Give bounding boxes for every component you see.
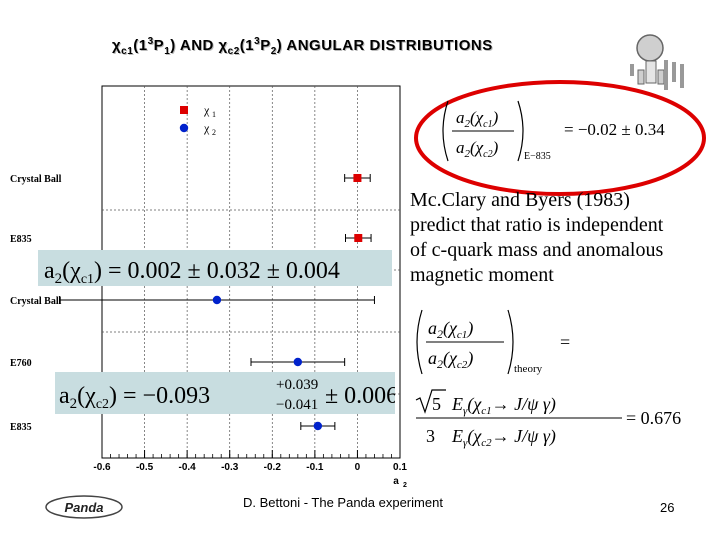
svg-text:= −0.02 ± 0.34: = −0.02 ± 0.34 <box>564 120 665 139</box>
row-label: E835 <box>10 234 32 245</box>
svg-text:Eγ(χc2→ J/ψ γ): $E_\gamma(\chi_{c2}\to J/\psi$ γ) <box>452 426 556 449</box>
x-tick-label: 0.1 <box>393 462 407 473</box>
prediction-text <box>410 188 720 288</box>
prediction-line: of c-quark mass and anomalous <box>410 239 664 261</box>
page-number: 26 <box>660 500 675 515</box>
svg-text:5: 5 <box>432 394 441 414</box>
data-point-circle <box>213 296 221 304</box>
svg-text:= 0.676: = 0.676 <box>626 408 682 428</box>
row-label: Crystal Ball <box>10 174 62 185</box>
x-tick-label: 0 <box>354 462 361 473</box>
svg-text:a2(χc2) = −0.093: $a_2(\chi_{c2}) = -0.093$ <box>59 383 211 412</box>
footer-text: D. Bettoni - The Panda experiment <box>243 495 443 510</box>
x-tick-label: -0.3 <box>221 462 239 473</box>
legend-marker-square <box>180 106 188 114</box>
legend-label: χ <box>204 103 210 117</box>
theory-ratio-formula <box>410 306 715 456</box>
theory-ratio-svg <box>410 306 715 456</box>
x-tick-label: -0.4 <box>178 462 196 473</box>
data-point-circle <box>314 422 322 430</box>
legend-label-sub: 1 <box>212 110 216 119</box>
data-point-square <box>354 234 362 242</box>
svg-text:E−835: E−835 <box>524 151 551 162</box>
svg-text:Panda: Panda <box>64 500 104 515</box>
legend-marker-circle <box>180 124 188 132</box>
row-label: Crystal Ball <box>10 296 62 307</box>
chart-svg <box>0 80 412 500</box>
x-axis-label-sub: 2 <box>403 482 407 489</box>
prediction-line: magnetic moment <box>410 264 554 286</box>
legend-label-sub: 2 <box>212 128 216 137</box>
svg-text:a2(χc1): $a_2(\chi_{c1})$ <box>456 108 499 130</box>
slide-title: $\chi_{c1}(1^3P_1)$ AND $\chi_{c2}(1^3P_2)$ ANGULAR DISTRIBUTIONS <box>112 36 493 57</box>
svg-text:3: 3 <box>426 426 435 446</box>
svg-text:a2(χc2): $a_2(\chi_{c2})$ <box>428 348 474 371</box>
angular-distribution-plot <box>0 80 412 500</box>
row-label: E835 <box>10 422 32 433</box>
data-point-circle <box>294 358 302 366</box>
svg-text:=: = <box>560 332 571 352</box>
x-tick-label: -0.5 <box>135 462 154 473</box>
ratio-measured-formula <box>420 93 720 169</box>
a2-chi-c2-svg <box>55 372 395 414</box>
svg-text:a2(χc1): $a_2(\chi_{c1})$ <box>428 318 474 341</box>
a2-chi-c1-svg <box>38 250 392 286</box>
panda-logo <box>44 494 124 520</box>
legend-label: χ <box>204 121 210 135</box>
x-tick-label: -0.6 <box>93 462 111 473</box>
svg-text:+0.039: +0.039 <box>276 377 319 393</box>
ratio-measured-svg <box>420 93 720 169</box>
data-point-square <box>353 174 361 182</box>
panda-logo-icon <box>44 494 124 520</box>
svg-text:a2(χc1) = 0.002 ± 0.032 ± 0.00: $a_2(\chi_{c1}) = 0.002 \pm 0.032 \pm 0.004$ <box>44 258 340 286</box>
prediction-line: predict that ratio is independent <box>410 214 664 236</box>
a2-chi-c2-formula <box>55 372 395 414</box>
x-tick-label: -0.2 <box>263 462 281 473</box>
x-axis-label: a <box>393 476 399 487</box>
svg-text:a2(χc2): $a_2(\chi_{c2})$ <box>456 138 499 160</box>
svg-text:−0.041: −0.041 <box>276 397 319 413</box>
row-label: E760 <box>10 358 32 369</box>
svg-text:± 0.006: ± 0.006 <box>325 383 395 409</box>
svg-text:Eγ(χc1→ J/ψ γ): $E_\gamma(\chi_{c1}\to J/\psi$ γ) <box>452 394 556 417</box>
svg-text:theory: theory <box>514 363 543 375</box>
a2-chi-c1-formula <box>38 250 392 286</box>
x-tick-label: -0.1 <box>306 462 324 473</box>
prediction-line: Mc.Clary and Byers (1983) <box>410 189 630 211</box>
